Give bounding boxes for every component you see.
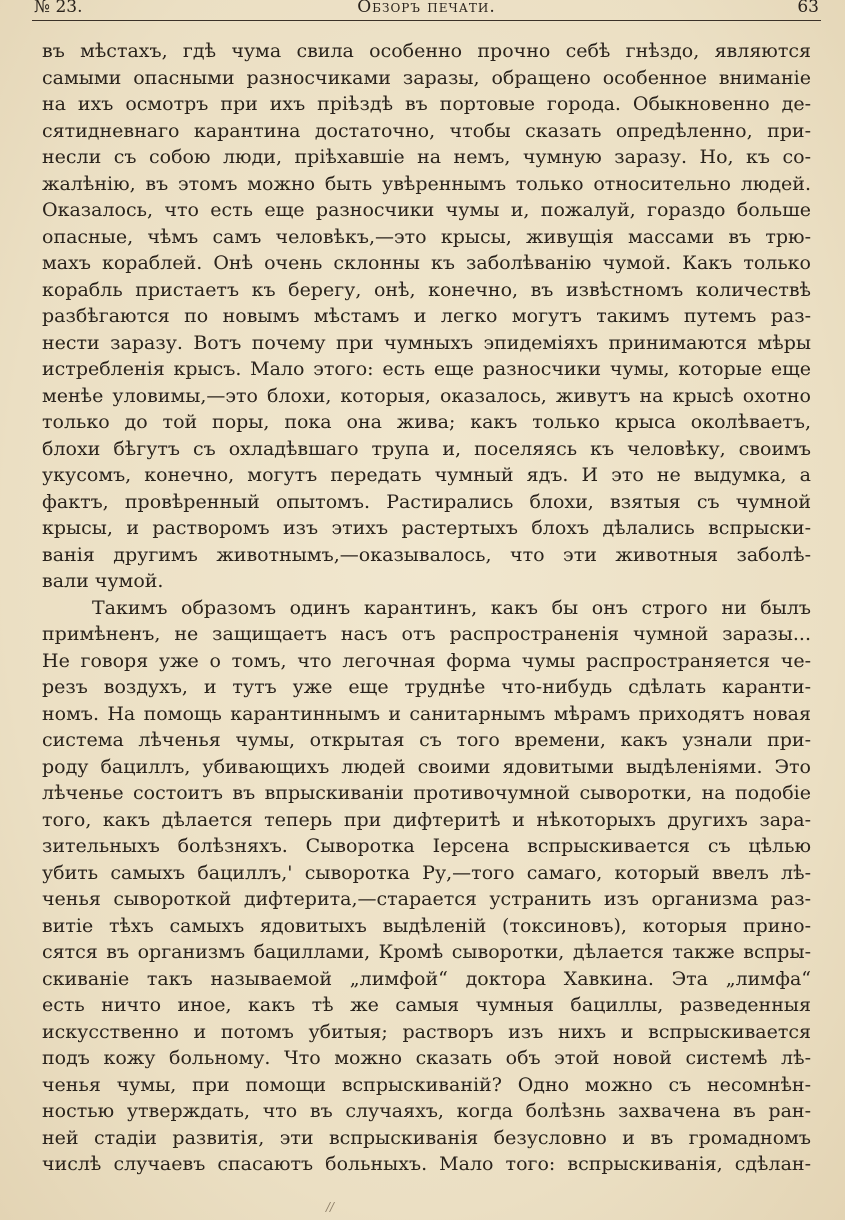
text-line: примѣненъ, не защищаетъ насъ отъ распространенія чумной заразы... bbox=[42, 623, 811, 645]
text-line: несли съ собою люди, пріѣхавшіе на немъ, чумную заразу. Но, къ со- bbox=[42, 146, 811, 168]
text-line: ченья сывороткой дифтерита,—старается устранить изъ организма раз- bbox=[42, 888, 811, 910]
text-line: корабль пристаетъ къ берегу, онѣ, конечно, въ извѣстномъ количествѣ bbox=[42, 278, 811, 301]
text-line: подъ кожу больному. Что можно сказать объ этой новой системѣ лѣ- bbox=[42, 1047, 811, 1069]
text-line: крысы, и растворомъ изъ этихъ растертыхъ блохъ дѣлались вспрыски- bbox=[42, 517, 811, 539]
text-line: скиваніе такъ называемой „лимфой“ доктора Хавкина. Эта „лимфа“ bbox=[42, 967, 811, 990]
text-line: махъ кораблей. Онѣ очень склонны къ заболѣванію чумой. Какъ только bbox=[42, 252, 811, 274]
text-line: ностью утверждать, что въ случаяхъ, когда болѣзнь захвачена въ ран- bbox=[42, 1100, 811, 1122]
text-line: блохи бѣгутъ съ охладѣвшаго трупа и, поселяясь къ человѣку, своимъ bbox=[42, 437, 811, 460]
text-line: того, какъ дѣлается теперь при дифтеритѣ и нѣкоторыхъ другихъ зара- bbox=[42, 808, 811, 831]
text-line: сятидневнаго карантина достаточно, чтобы сказать опредѣленно, при- bbox=[42, 119, 811, 142]
text-line: жалѣнію, въ этомъ можно быть увѣреннымъ только относительно людей. bbox=[42, 172, 811, 195]
text-line: лѣченье состоитъ въ впрыскиваніи противочумной сыворотки, на подобіе bbox=[42, 782, 811, 804]
text-line: сятся въ организмъ бациллами, Кромѣ сыворотки, дѣлается также вспры- bbox=[42, 941, 811, 963]
text-line: ванія другимъ животнымъ,—оказывалось, что эти животныя заболѣ- bbox=[42, 543, 811, 566]
text-line: вали чумой. bbox=[42, 570, 164, 592]
text-line: Оказалось, что есть еще разносчики чумы и, пожалуй, гораздо больше bbox=[42, 199, 811, 221]
page-number: 63 bbox=[797, 0, 819, 17]
text-line: номъ. На помощь карантиннымъ и санитарнымъ мѣрамъ приходятъ новая bbox=[42, 702, 811, 725]
text-line: есть ничто иное, какъ тѣ же самыя чумныя бациллы, разведенныя bbox=[42, 994, 811, 1016]
header-rule bbox=[32, 20, 821, 21]
text-line: роду бациллъ, убивающихъ людей своими ядовитыми выдѣленіями. Это bbox=[42, 755, 811, 778]
text-line: резъ воздухъ, и тутъ уже еще труднѣе что-нибудь сдѣлать каранти- bbox=[42, 676, 811, 698]
running-header bbox=[34, 0, 819, 20]
text-line: Такимъ образомъ одинъ карантинъ, какъ бы онъ строго ни былъ bbox=[92, 596, 811, 619]
text-line: искусственно и потомъ убитыя; растворъ изъ нихъ и вспрыскивается bbox=[42, 1020, 811, 1043]
text-line: разбѣгаются по новымъ мѣстамъ и легко могутъ такимъ путемъ раз- bbox=[42, 305, 811, 327]
text-line: укусомъ, конечно, могутъ передать чумный ядъ. И это не выдумка, а bbox=[42, 464, 811, 486]
issue-number: № 23. bbox=[34, 0, 83, 17]
text-line: менѣе уловимы,—это блохи, которыя, оказалось, живутъ на крысѣ охотно bbox=[42, 384, 811, 407]
text-line: ченья чумы, при помощи вспрыскиваній? Одно можно съ несомнѣн- bbox=[42, 1073, 811, 1096]
text-line: числѣ случаевъ спасаютъ больныхъ. Мало того: вспрыскиванія, сдѣлан- bbox=[42, 1153, 811, 1175]
text-line: нести заразу. Вотъ почему при чумныхъ эпидеміяхъ принимаются мѣры bbox=[42, 331, 811, 354]
text-line: ней стадіи развитія, эти вспрыскиванія безусловно и въ громадномъ bbox=[42, 1126, 811, 1149]
article-body bbox=[42, 38, 811, 1178]
journal-title: Обзоръ печати. bbox=[357, 0, 496, 17]
footer-mark: // bbox=[326, 1200, 335, 1214]
text-line: Не говоря уже о томъ, что легочная форма чумы распространяется че- bbox=[42, 649, 811, 672]
text-line: только до той поры, пока она жива; какъ только крыса околѣваетъ, bbox=[42, 411, 811, 433]
text-line: фактъ, провѣренный опытомъ. Растирались блохи, взятыя съ чумной bbox=[42, 490, 811, 513]
text-line: система лѣченья чумы, открытая съ того времени, какъ узнали при- bbox=[42, 729, 811, 751]
text-line: въ мѣстахъ, гдѣ чума свила особенно прочно себѣ гнѣздо, являются bbox=[42, 40, 811, 62]
text-line: истребленія крысъ. Мало этого: есть еще разносчики чумы, которые еще bbox=[42, 358, 811, 380]
text-line: убить самыхъ бациллъ,' сыворотка Ру,—того самаго, который ввелъ лѣ- bbox=[42, 861, 811, 884]
text-line: витіе тѣхъ самыхъ ядовитыхъ выдѣленій (токсиновъ), которыя прино- bbox=[42, 914, 811, 937]
text-line: зительныхъ болѣзняхъ. Сыворотка Іерсена вспрыскивается съ цѣлью bbox=[42, 835, 811, 857]
text-line: на ихъ осмотръ при ихъ пріѣздѣ въ портовые города. Обыкновенно де- bbox=[42, 93, 811, 115]
text-line: самыми опасными разносчиками заразы, обращено особенное вниманіе bbox=[42, 66, 811, 89]
text-line: опасные, чѣмъ самъ человѣкъ,—это крысы, живущія массами въ трю- bbox=[42, 225, 811, 248]
